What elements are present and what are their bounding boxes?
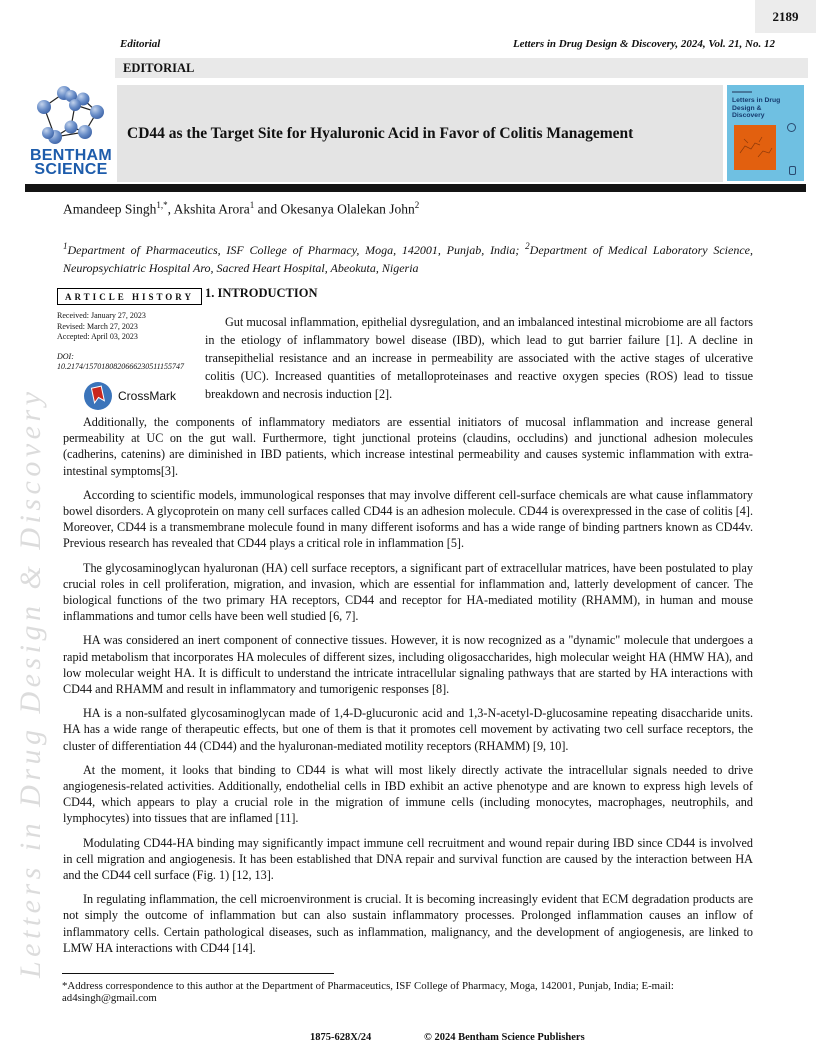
molecule-icon — [31, 85, 111, 149]
introduction-paragraph: Gut mucosal inflammation, epithelial dysregulation, and an imbalanced intestinal microbiome are all factors in the etiology of inflammatory bowel disease (IBD), which lead to gut barrier failure [1]. A decline in transepithelial resistance and an increase in permeability are associated with the active stages of ulcerative colitis (UC). Increased quantities of metalloproteinases and reactive oxygen species (ROS) lead to tissue breakdown and necrosis induction [2]. — [205, 315, 753, 401]
journal-cover-thumbnail — [727, 85, 804, 181]
author-3-affil-marker: 2 — [414, 200, 420, 210]
cover-microtext-decoration — [732, 91, 752, 93]
doi-label: DOI: — [57, 351, 74, 361]
title-box — [117, 85, 723, 182]
affiliation-2-marker: 2 — [525, 241, 530, 251]
article-body — [63, 414, 753, 971]
cover-journal-title: Letters in Drug Design & Discovery — [732, 97, 781, 120]
doi-value: 10.2174/1570180820666230511155747 — [57, 361, 185, 371]
crossmark-badge[interactable] — [83, 381, 202, 411]
running-head-section: Editorial — [120, 38, 161, 50]
publisher-name-line2: SCIENCE — [34, 161, 108, 178]
body-paragraph: Additionally, the components of inflammatory mediators are essential initiators of mucosal inflammation and increase general permeability at UC on the gut wall. Furthermore, tight junctional proteins (claudins, occludins) and junctional adhesion molecules (cadherins, catenins) are diminished in IBD patients, which increase intestinal permeability and causes systemic inflammation with extra-intestinal symptoms[3]. — [63, 415, 753, 478]
section-banner — [115, 58, 808, 78]
section-heading-introduction: 1. INTRODUCTION — [205, 286, 318, 300]
bentham-science-logo — [25, 85, 117, 182]
article-history-panel — [57, 288, 202, 411]
author-2-affil-marker: 1 — [249, 200, 255, 210]
article-history-dates — [57, 311, 202, 343]
section-banner-label: EDITORIAL — [123, 61, 195, 75]
affiliation-2: Department of Medical Laboratory Science, Neuropsychiatric Hospital Aro, Sacred Heart Hospital, Abeokuta, Nigeria — [63, 243, 753, 275]
cover-artwork — [734, 125, 776, 170]
publisher-name-line1: BENTHAM — [29, 147, 113, 164]
introduction-section — [205, 286, 753, 403]
running-head-citation: Letters in Drug Design & Discovery, 2024, Vol. 21, No. 12 — [512, 38, 775, 50]
issn-code: 1875-628X/24 — [310, 1032, 372, 1043]
doi-block — [57, 352, 202, 372]
author-1: Amandeep Singh — [63, 201, 157, 217]
affiliations — [63, 238, 753, 277]
crossmark-icon — [83, 381, 113, 411]
author-2: Akshita Arora — [173, 201, 250, 217]
affiliation-1-marker: 1 — [63, 241, 68, 251]
article-history-heading: ARTICLE HISTORY — [57, 288, 202, 305]
affiliation-1: Department of Pharmaceutics, ISF College of Pharmacy, Moga, 142001, Punjab, India; — [67, 243, 526, 257]
crossmark-label: CrossMark — [118, 388, 177, 403]
body-paragraph: HA is a non-sulfated glycosaminoglycan made of 1,4-D-glucuronic acid and 1,3-N-acetyl-D-glucosamine repeating disaccharide units. HA has a wide range of therapeutic effects, but one of them is that it promotes cell movement by activating two cell surface receptors, the cluster of differentiation 44 (CD44) and the hyaluronan-mediated motility receptors (RHAMM) [9, 10]. — [63, 706, 753, 753]
body-paragraph: The glycosaminoglycan hyaluronan (HA) cell surface receptors, a significant part of extracellular matrices, have been postulated to play crucial roles in cell proliferation, migration, and invasion, which are essential for inflammation and, latterly development of cancer. The biological functions of the two primary HA receptors, CD44 and receptor for HA-mediated motility (RHAMM), in human and mouse inflammations and tumor cells have been well studied [6, 7]. — [63, 560, 753, 624]
masthead — [25, 85, 806, 182]
author-1-affil-marker: 1,* — [156, 200, 168, 210]
author-line — [63, 200, 419, 218]
cover-emblem-icon — [787, 123, 796, 132]
author-separator: , — [167, 201, 174, 217]
body-paragraph: According to scientific models, immunological responses that may involve different cell-surface chemicals are what cause inflammatory bowel disorders. A glycoprotein on many cell surfaces called CD44 is an adhesion molecule. CD44 is overexpressed in the case of colitis [4]. Moreover, CD44 is a transmembrane molecule found in many different isoforms and has a wide range of binding partners known as CD44v. Previous research has revealed that CD44 plays a critical role in inflammation [5]. — [63, 487, 753, 551]
article-title: CD44 as the Target Site for Hyaluronic Acid in Favor of Colitis Management — [127, 124, 634, 142]
body-paragraph: HA was considered an inert component of connective tissues. However, it is now recognized as a "dynamic" molecule that undergoes a rapid metabolism that incorporates HA molecules of different sizes, including oligosaccharides, high molecular weight HA (HMW HA), and low molecular weight HA. It is difficult to understand the intricate intracellular signaling pathways that are started by HA interactions with CD44 and RHAMM and result in inflammatory and tumorigenic responses [8]. — [63, 633, 753, 697]
body-paragraph: At the moment, it looks that binding to CD44 is what will most likely directly activate the intracellular signals needed to drive angiogenesis-related activities. Additionally, endothelial cells in IBD exhibit an active phenotype and are known to express high levels of CD44, which appears to play a crucial role in the migration of immune cells (including monocytes, macrophages, neutrophils, and lymphocytes) into tissues that are inflamed [11]. — [63, 762, 753, 826]
received-date: Received: January 27, 2023 — [57, 311, 146, 320]
cover-structure-sketch — [734, 125, 776, 170]
footnote-divider — [62, 973, 334, 974]
running-head — [120, 38, 775, 50]
copyright-notice: © 2024 Bentham Science Publishers — [424, 1032, 585, 1043]
page-number: 2189 — [755, 0, 816, 33]
correspondence-note: *Address correspondence to this author at the Department of Pharmaceutics, ISF College of Pharmacy, Moga, 142001, Punjab, India; E-mail: ad4singh@gmail.com — [62, 980, 674, 1004]
accepted-date: Accepted: April 03, 2023 — [57, 332, 138, 341]
body-paragraph: In regulating inflammation, the cell microenvironment is crucial. It is becoming increasingly evident that ECM degradation products are not simply the outcome of inflammation but can also sustain inflammatory processes. Prolonged inflammation causes an inflow of inflammatory cells. Certain pathological diseases, such as inflammation, malignancy, and the development of angiogenesis, are linked to LMW HA interactions with CD44 [14]. — [63, 892, 753, 955]
author-separator: and — [254, 201, 281, 217]
author-3: Okesanya Olalekan John — [280, 201, 415, 217]
journal-name-vertical: Letters in Drug Design & Discovery — [14, 387, 47, 978]
revised-date: Revised: March 27, 2023 — [57, 321, 138, 331]
cover-publisher-mark-icon — [789, 166, 796, 175]
body-paragraph: Modulating CD44-HA binding may significantly impact immune cell recruitment and wound repair during IBD since CD44 is involved in cell migration and angiogenesis. It has been established that DNA repair and survival function are caused by the interaction between HA and the CD44 cell surface (Fig. 1) [12, 13]. — [63, 835, 753, 883]
divider-bar — [25, 184, 806, 192]
